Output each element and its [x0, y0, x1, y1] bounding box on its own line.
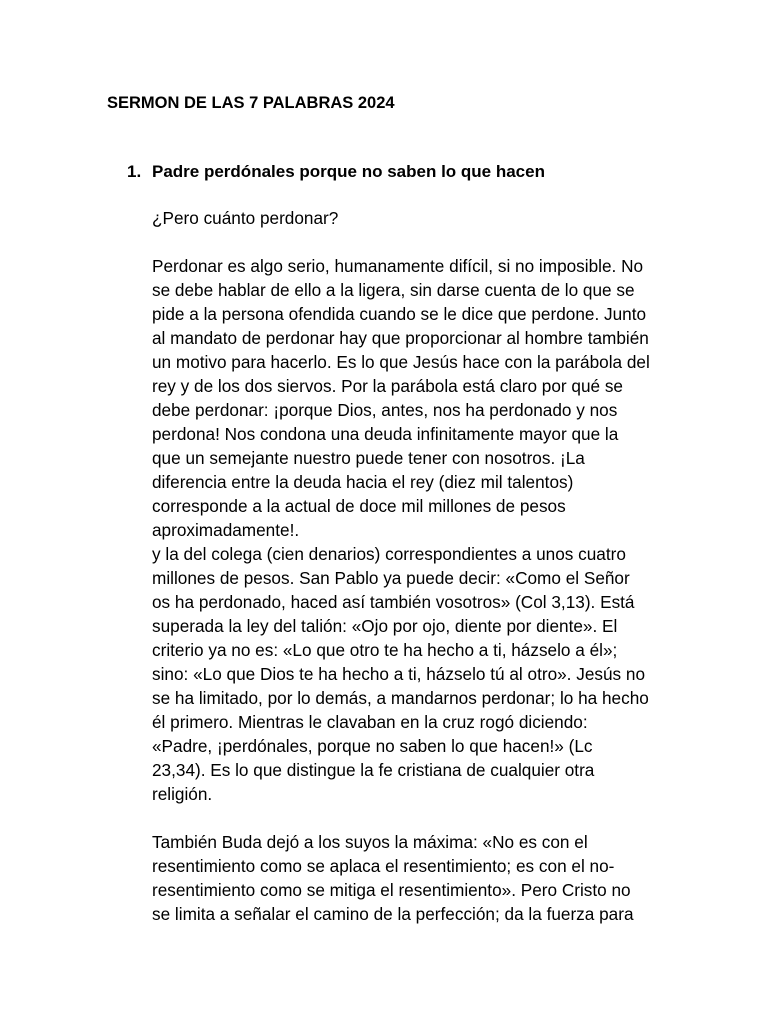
section-body — [152, 206, 667, 926]
paragraph-1 — [152, 254, 667, 806]
text-line: rey y de los dos siervos. Por la parábola está claro por qué se — [152, 376, 623, 396]
text-line: 23,34). Es lo que distingue la fe cristiana de cualquier otra — [152, 760, 595, 780]
text-line: debe perdonar: ¡porque Dios, antes, nos ha perdonado y nos — [152, 400, 618, 420]
text-line: él primero. Mientras le clavaban en la cruz rogó diciendo: — [152, 712, 588, 732]
text-line: y la del colega (cien denarios) correspondientes a unos cuatro — [152, 544, 626, 564]
text-line: Perdonar es algo serio, humanamente difícil, si no imposible. No — [152, 256, 644, 276]
numbered-section — [127, 160, 687, 184]
section-heading-text: Padre perdónales porque no saben lo que hacen — [152, 162, 545, 181]
section-heading — [127, 160, 687, 184]
text-line: un motivo para hacerlo. Es lo que Jesús hace con la parábola del — [152, 352, 650, 372]
text-line: se ha limitado, por lo demás, a mandarnos perdonar; lo ha hecho — [152, 688, 649, 708]
text-line: religión. — [152, 784, 213, 804]
text-line: aproximadamente!. — [152, 520, 300, 540]
document-title: SERMON DE LAS 7 PALABRAS 2024 — [107, 94, 395, 112]
text-line: se debe hablar de ello a la ligera, sin darse cuenta de lo que se — [152, 280, 635, 300]
text-line: os ha perdonado, haced así también vosotros» (Col 3,13). Está — [152, 592, 635, 612]
text-line: pide a la persona ofendida cuando se le dice que perdone. Junto — [152, 304, 647, 324]
text-line: diferencia entre la deuda hacia el rey (diez mil talentos) — [152, 472, 574, 492]
paragraph-gap — [152, 806, 667, 830]
text-line: «Padre, ¡perdónales, porque no saben lo que hacen!» (Lc — [152, 736, 593, 756]
text-line: que un semejante nuestro puede tener con nosotros. ¡La — [152, 448, 585, 468]
text-line: millones de pesos. San Pablo ya puede decir: «Como el Señor — [152, 568, 630, 588]
paragraph-gap — [152, 230, 667, 254]
section-number: 1. — [127, 162, 142, 181]
subheading: ¿Pero cuánto perdonar? — [152, 208, 339, 228]
text-line: resentimiento como se aplaca el resentimiento; es con el no- — [152, 856, 615, 876]
text-line: al mandato de perdonar hay que proporcionar al hombre también — [152, 328, 649, 348]
text-line: resentimiento como se mitiga el resentimiento». Pero Cristo no — [152, 880, 631, 900]
text-line: criterio ya no es: «Lo que otro te ha hecho a ti, házselo a él»; — [152, 640, 618, 660]
text-line: se limita a señalar el camino de la perfección; da la fuerza para — [152, 904, 634, 924]
text-line: corresponde a la actual de doce mil millones de pesos — [152, 496, 566, 516]
text-line: perdona! Nos condona una deuda infinitamente mayor que la — [152, 424, 619, 444]
text-line: sino: «Lo que Dios te ha hecho a ti, házselo tú al otro». Jesús no — [152, 664, 646, 684]
paragraph-2 — [152, 830, 667, 926]
text-line: También Buda dejó a los suyos la máxima: «No es con el — [152, 832, 588, 852]
text-line: superada la ley del talión: «Ojo por ojo, diente por diente». El — [152, 616, 618, 636]
